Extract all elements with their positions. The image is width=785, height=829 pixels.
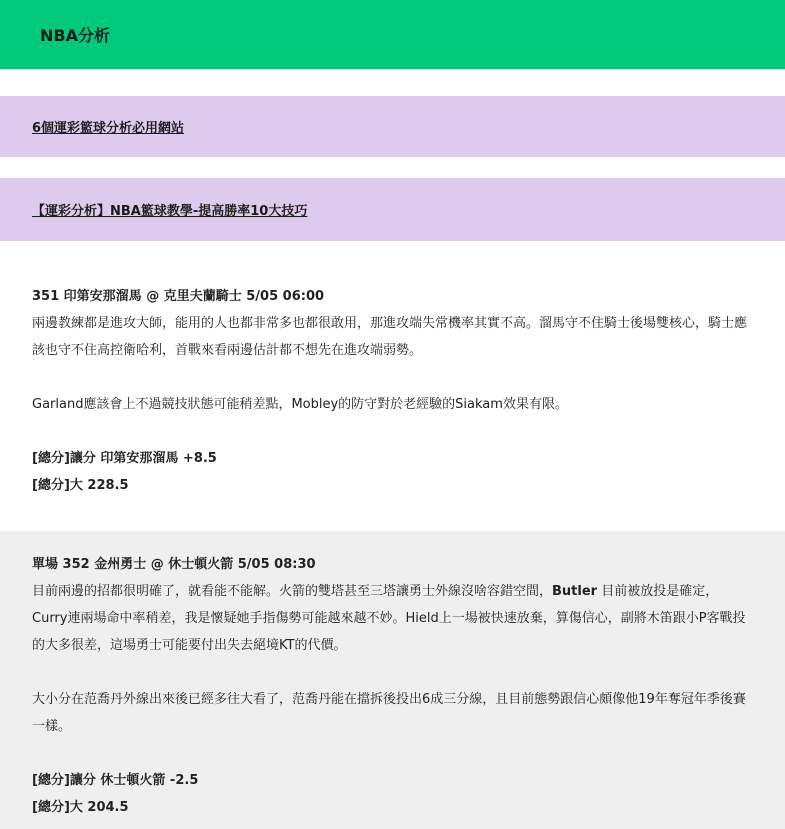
analysis-paragraph: Garland應該會上不過競技狀態可能稍差點，Mobley的防守對於老經驗的Siakam效果有限。	[32, 397, 568, 412]
article-link-basketball-sites[interactable]: 6個運彩籃球分析必用網站	[32, 121, 185, 136]
article-link-nba-tips[interactable]: 【運彩分析】NBA籃球教學-提高勝率10大技巧	[32, 204, 308, 219]
pick-total: [總分]大 204.5	[32, 800, 129, 815]
article-link-box	[0, 178, 785, 241]
game-title: 351 印第安那溜馬 @ 克里夫蘭騎士 5/05 06:00	[32, 289, 325, 304]
game-analysis-352	[0, 531, 785, 829]
article-link-box	[0, 96, 785, 157]
page-title: NBA分析	[40, 26, 110, 45]
analysis-paragraph	[32, 578, 753, 659]
page-header	[0, 0, 785, 69]
pick-spread: [總分]讓分 印第安那溜馬 +8.5	[32, 451, 217, 466]
game-title: 單場 352 金州勇士 @ 休士頓火箭 5/05 08:30	[32, 557, 316, 572]
analysis-text: 目前兩邊的招都很明確了，就看能不能解。火箭的雙塔甚至三塔讓勇士外線沒啥容錯空間，	[32, 584, 553, 599]
analysis-text: 目前被放投是確定，Curry連兩場命中率稍差，我是懷疑她手指傷勢可能越來越不妙。Hield上一場被快速放棄，算傷信心，副將木笛跟小P客戰投的大多很差，這場勇士可能要付出失去絕境KT的代價。	[32, 584, 746, 653]
analysis-paragraph: 大小分在范喬丹外線出來後已經多往大看了，范喬丹能在擋拆後投出6成三分線，且目前態勢跟信心頗像他19年奪冠年季後賽一樣。	[32, 692, 746, 734]
pick-total: [總分]大 228.5	[32, 478, 129, 493]
pick-spread: [總分]讓分 休士頓火箭 -2.5	[32, 773, 199, 788]
player-name: Butler	[552, 584, 598, 599]
game-analysis-351	[0, 241, 785, 531]
analysis-paragraph: 兩邊教練都是進攻大師，能用的人也都非常多也都很敢用，那進攻端失常機率其實不高。溜馬守不住騎士後場雙核心，騎士應該也守不住高控衛哈利，首戰來看兩邊估計都不想先在進攻端弱勢。	[32, 316, 748, 358]
